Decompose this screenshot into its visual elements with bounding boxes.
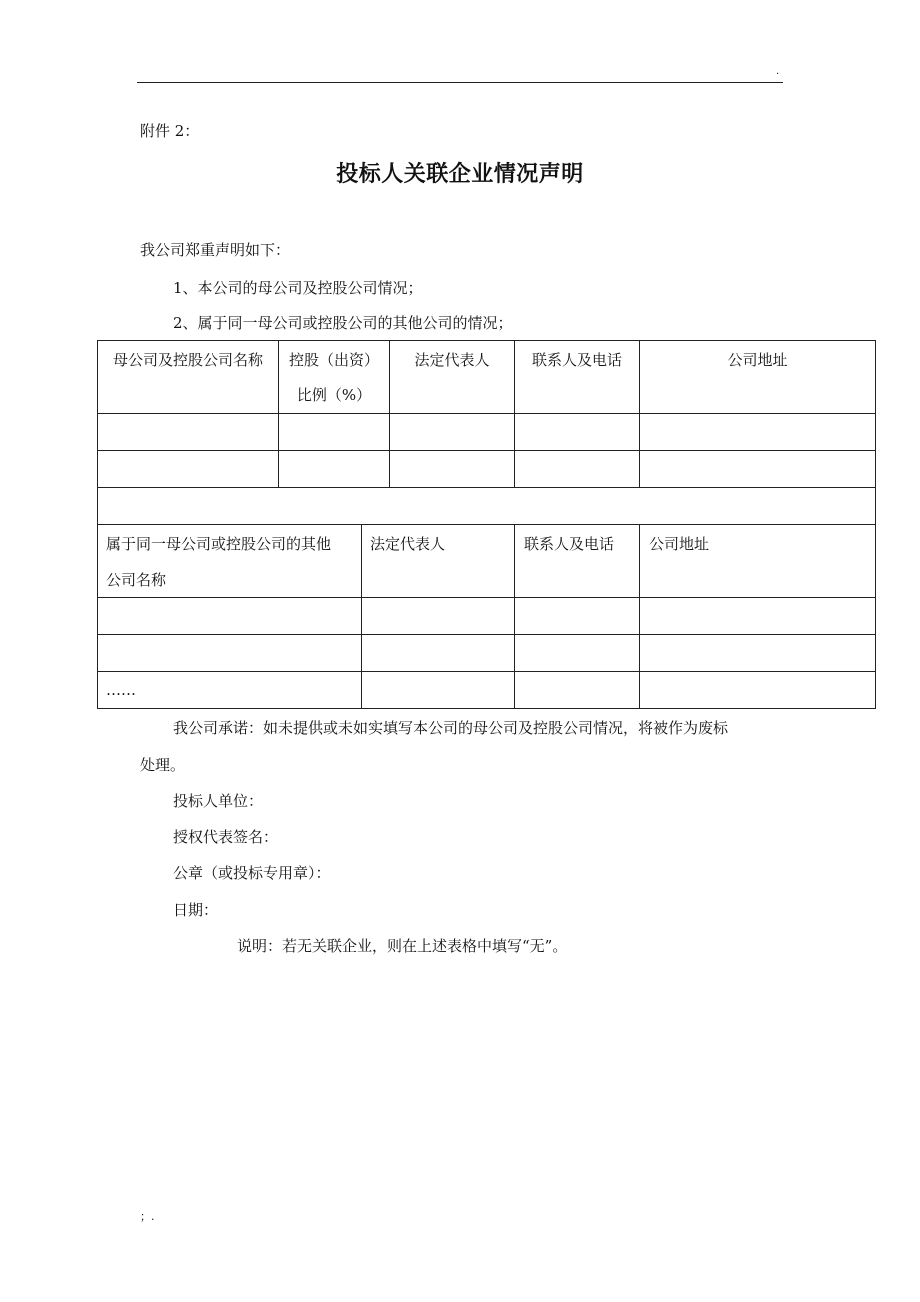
commitment-text-cont: 处理。 xyxy=(140,756,186,774)
item-1-text: 1、本公司的母公司及控股公司情况； xyxy=(173,279,423,297)
item-2-text: 2、属于同一母公司或控股公司的其他公司的情况； xyxy=(173,314,513,332)
authorized-signature-label: 授权代表签名： xyxy=(173,828,279,846)
t2-header-contact: 联系人及电话 xyxy=(524,535,615,553)
t2-ellipsis: …… xyxy=(106,681,136,699)
date-label: 日期： xyxy=(173,901,219,919)
t2-header-address: 公司地址 xyxy=(649,535,710,553)
t2-header-name-line2: 公司名称 xyxy=(106,571,167,589)
t2-header-legal-rep: 法定代表人 xyxy=(370,535,446,553)
t1-header-legal-rep: 法定代表人 xyxy=(414,351,490,369)
t1-header-contact: 联系人及电话 xyxy=(531,351,622,369)
bidder-unit-label: 投标人单位： xyxy=(173,792,264,810)
header-mark: . xyxy=(776,66,780,77)
note-text: 说明：若无关联企业，则在上述表格中填写“无”。 xyxy=(237,937,568,955)
footer-mark: ；. xyxy=(140,1210,155,1223)
t1-header-ratio-line1: 控股（出资） xyxy=(288,351,379,369)
page-title: 投标人关联企业情况声明 xyxy=(336,162,584,187)
t1-header-address: 公司地址 xyxy=(727,351,788,369)
intro-text: 我公司郑重声明如下： xyxy=(140,241,291,259)
t2-header-name-line1: 属于同一母公司或控股公司的其他 xyxy=(106,535,332,553)
attachment-label: 附件 2： xyxy=(140,122,200,140)
t1-header-name: 母公司及控股公司名称 xyxy=(112,351,263,369)
seal-label: 公章（或投标专用章）： xyxy=(173,864,331,882)
commitment-text: 我公司承诺：如未提供或未如实填写本公司的母公司及控股公司情况，将被作为废标 xyxy=(173,719,729,737)
t1-header-ratio-line2: 比例（%） xyxy=(296,386,372,404)
